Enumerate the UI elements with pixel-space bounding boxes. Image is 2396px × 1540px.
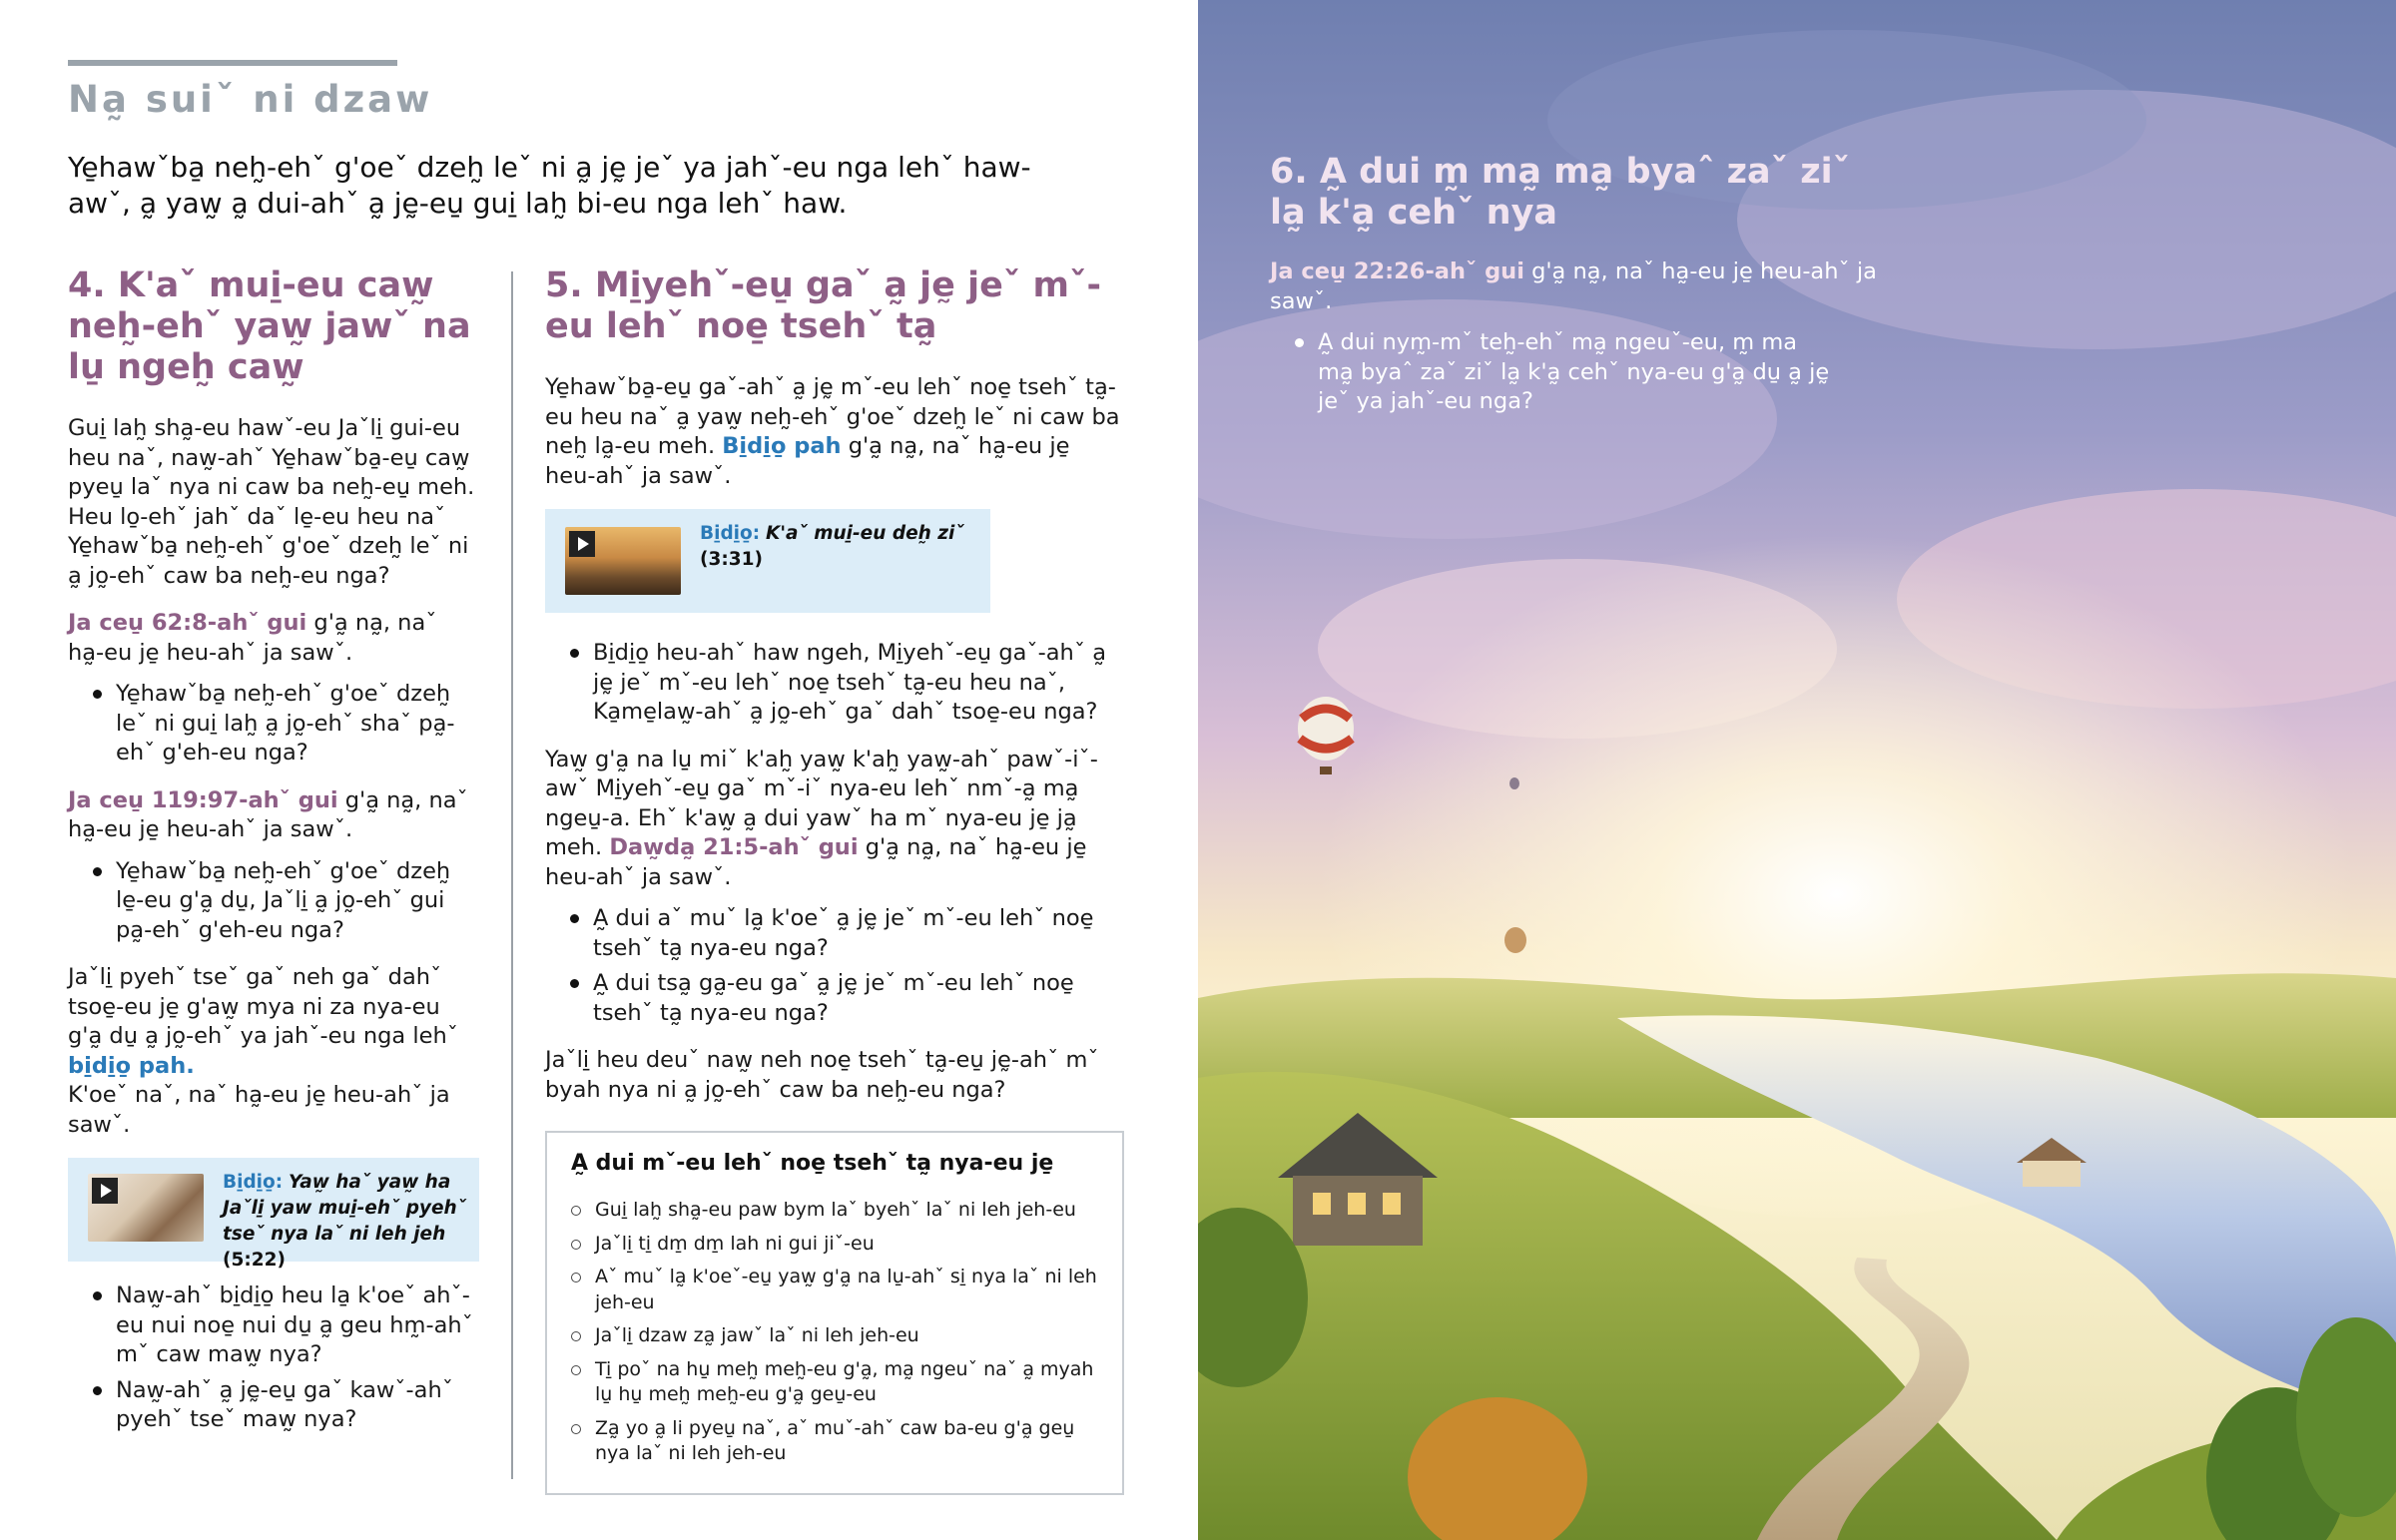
question-item: Ye̱hawˇba̱ neh̰-ehˇ g'oeˇ dzeh̰ le̱-eu g'a̰ du̱, Jaˇli̱ a̰ jo̰-ehˇ gui pa̰-ehˇ g'eh-eu nga? [116, 857, 479, 946]
video-duration: (3:31) [700, 549, 763, 570]
scripture-ref-link[interactable]: Ja ceu̱ 62:8-ahˇ gui [68, 610, 307, 636]
section-5-heading: 5. Mi̱yehˇ-eu̱ gaˇ a̰ jḛ jeˇ mˇ-eu lehˇ noe̱ tsehˇ ta̰ [545, 265, 1101, 346]
question-item: Ye̱hawˇba̱ neh̰-ehˇ g'oeˇ dzeh̰ leˇ ni gui̱ lah̰ a̰ jo̰-ehˇ shaˇ pa̰-ehˇ g'eh-eu nga? [116, 680, 479, 769]
section-4-reference-2 [68, 786, 479, 845]
section-6 [1270, 152, 1889, 435]
video-title[interactable]: Yaw̰ haˇ yaw̰ ha Jaˇli̱ yaw mui̱-ehˇ pyehˇ tseˇ nya laˇ ni leh jeh [223, 1172, 466, 1245]
intro-text: Ye̱hawˇba̱ neh̰-ehˇ g'oeˇ dzeh̰ leˇ ni a̰ jḛ jeˇ ya jahˇ-eu nga lehˇ haw-awˇ, a̰ yaw̰ a̰ dui-ahˇ a̰ jḛ-eu̱ gui̱ lah̰ bi-eu nga lehˇ haw. [68, 151, 1031, 220]
question-list [68, 1282, 479, 1435]
video-thumbnail[interactable] [88, 1174, 204, 1242]
summary-item: Gui̱ lah̰ sha̰-eu paw bym laˇ byehˇ laˇ ni leh jeh-eu [595, 1198, 1098, 1224]
reference-instruction: g'a̰ na̰, naˇ ha̰-eu je̱ heu-ahˇ ja sawˇ. [1270, 258, 1877, 314]
section-5-paragraph-3: Jaˇli̱ heu deuˇ naw̰ neh noe̱ tsehˇ ta̰-eu̱ jḛ-ahˇ mˇ byah nya ni a̰ jo̰-ehˇ caw ba neh̰-eu nga? [545, 1047, 1099, 1103]
section-5-paragraph-1 [545, 373, 1124, 491]
summary-item: Jaˇli̱ dzaw za̰ jawˇ laˇ ni leh jeh-eu [595, 1323, 1098, 1349]
video-thumbnail[interactable] [565, 527, 681, 595]
summary-list [571, 1198, 1098, 1467]
kicker-title: Na̰ suiˇ ni dzaw [68, 78, 433, 121]
reference-instruction: g'a̰ na̰, naˇ ha̰-eu je̱ heu-ahˇ ja sawˇ. [545, 834, 1087, 890]
summary-item: Jaˇli̱ ti̱ dm̱ dm̱ lah ni gui jiˇ-eu [595, 1232, 1098, 1258]
column-divider [511, 271, 513, 1479]
paragraph-text: Ye̱hawˇba̱-eu̱ gaˇ-ahˇ a̰ jḛ mˇ-eu lehˇ noe̱ tsehˇ ta̰-eu heu naˇ a̰ yaw̰ neh̰-ehˇ g'oeˇ dzeh̰ leˇ ni caw ba neh̰ la̰-eu meh. [545, 374, 1120, 459]
summary-title: A̰ dui mˇ-eu lehˇ noe̱ tsehˇ ta̰ nya-eu je̱ [571, 1151, 1054, 1176]
video-caption [223, 1170, 472, 1274]
paragraph-instruction: K'oeˇ naˇ, naˇ ha̰-eu je̱ heu-ahˇ ja sawˇ. [68, 1082, 450, 1138]
question-list [68, 857, 479, 946]
question-list [1270, 328, 1837, 417]
video-card[interactable] [545, 509, 990, 613]
section-6-heading: 6. A̰ dui m̰ ma̰ ma̰ byaˆ zaˇ ziˇ la̰ k'a̰ cehˇ nya [1270, 152, 1851, 233]
question-item: A̰ dui aˇ muˇ la̰ k'oeˇ a̰ jḛ jeˇ mˇ-eu lehˇ noe̱ tsehˇ ta̰ nya-eu nga? [593, 904, 1124, 963]
play-icon[interactable] [92, 1178, 118, 1204]
question-item: Naw̰-ahˇ a̰ jḛ-eu̱ gaˇ kawˇ-ahˇ pyehˇ tseˇ maw̰ nya? [116, 1376, 479, 1435]
section-5 [545, 265, 1124, 1495]
section-4-paragraph-2 [68, 963, 479, 1140]
summary-item: Za̰ yo a̰ li pyeu̱ naˇ, aˇ muˇ-ahˇ caw ba-eu g'a̰ geu̱ nya laˇ ni leh jeh-eu [595, 1416, 1098, 1467]
question-list [68, 680, 479, 769]
summary-item: Ti̱ poˇ na hu̱ meh̰ meh̰-eu g'a̰, ma̰ ngeuˇ naˇ a̰ myah lu̱ hu̱ meh̰ meh̰-eu g'a̰ geu̱-eu [595, 1357, 1098, 1408]
reference-instruction: g'a̰ na̰, naˇ ha̰-eu je̱ heu-ahˇ ja sawˇ. [545, 433, 1070, 489]
right-page-illustration [1198, 0, 2396, 1540]
video-label: Bi̱di̱o̱: [223, 1172, 284, 1193]
video-duration: (5:22) [223, 1250, 286, 1271]
section-4-heading: 4. K'aˇ mui̱-eu caw̰ neh̰-ehˇ yaw̰ jawˇ na lu̱ ngeh̰ caw̰ [68, 265, 471, 387]
question-item: A̰ dui nym̰-mˇ teh̰-ehˇ ma̰ ngeuˇ-eu, m̰ ma ma̰ byaˆ zaˇ ziˇ la̰ k'a̰ cehˇ nya-eu g'a̰ du̱ a̰ jḛ jeˇ ya jahˇ-eu nga? [1318, 328, 1837, 417]
section-6-reference [1270, 257, 1889, 316]
scripture-ref-link[interactable]: Ja ceu̱ 119:97-ahˇ gui [68, 786, 338, 813]
section-4-reference-1 [68, 609, 479, 668]
video-link[interactable]: bi̱di̱o̱ pah. [68, 1052, 195, 1079]
video-label: Bi̱di̱o̱: [700, 523, 761, 544]
question-list [545, 639, 1124, 728]
summary-item: Aˇ muˇ la̰ k'oeˇ-eu̱ yaw̰ g'a̰ na lu̱-ahˇ si̱ nya laˇ ni leh jeh-eu [595, 1265, 1098, 1315]
section-4 [68, 265, 479, 1453]
summary-box [545, 1131, 1124, 1495]
section-4-paragraph-1: Gui̱ lah̰ sha̰-eu hawˇ-eu Jaˇli̱ gui-eu heu naˇ, naw̰-ahˇ Ye̱hawˇba̱-eu̱ caw̰ pyeu̱ laˇ nya ni caw ba neh̰-eu̱ meh. Heu lo̱-ehˇ jahˇ daˇ le̱-eu heu naˇ Ye̱hawˇba̱ neh̰-ehˇ g'oeˇ dzeh̰ leˇ ni a̰ jo̰-ehˇ caw ba neh̰-eu nga? [68, 415, 475, 589]
question-list [545, 904, 1124, 1028]
scripture-ref-link[interactable]: Ja ceu̱ 22:26-ahˇ gui [1270, 258, 1524, 284]
video-card[interactable] [68, 1158, 479, 1271]
scripture-ref-link[interactable]: Daw̰da̰ 21:5-ahˇ gui [609, 834, 859, 860]
paragraph-text: Yaw̰ g'a̰ na lu̱ miˇ k'ah̰ yaw̰ k'ah̰ yaw̰-ahˇ pawˇ-iˇ-awˇ Mi̱yehˇ-eu̱ gaˇ mˇ-iˇ nya-eu lehˇ nmˇ-a̰ ma̰ ngeu̱-a. Ehˇ k'aw̰ a̰ dui yawˇ ha mˇ nya-eu je̱ ja̰ meh. [545, 746, 1098, 860]
play-icon[interactable] [569, 531, 595, 557]
reference-instruction: g'a̰ na̰, naˇ ha̰-eu je̱ heu-ahˇ ja sawˇ. [68, 786, 468, 842]
reference-instruction: g'a̰ na̰, naˇ ha̰-eu je̱ heu-ahˇ ja sawˇ. [68, 610, 437, 666]
section-5-paragraph-2 [545, 746, 1124, 893]
question-item: Naw̰-ahˇ bi̱di̱o̱ heu la̱ k'oeˇ ahˇ-eu nui noe̱ nui du̱ a̰ geu hm̰-ahˇ mˇ caw maw̰ nya? [116, 1282, 479, 1370]
video-caption [700, 521, 979, 573]
video-link[interactable]: Bi̱di̱o̱ pah [722, 433, 842, 459]
video-title[interactable]: K'aˇ mui̱-eu deh̰ ziˇ [766, 523, 964, 544]
question-item: Bi̱di̱o̱ heu-ahˇ haw ngeh, Mi̱yehˇ-eu̱ gaˇ-ahˇ a̰ jḛ jeˇ mˇ-eu lehˇ noe̱ tsehˇ ta̰-eu heu naˇ, Ka̱me̱law̰-ahˇ a̰ jo̰-ehˇ gaˇ dahˇ tsoe̱-eu nga? [593, 639, 1124, 728]
header-rule [68, 60, 397, 66]
paragraph-text: Jaˇli̱ pyehˇ tseˇ gaˇ neh gaˇ dahˇ tsoe̱-eu je̱ g'aw̰ mya ni za nya-eu g'a̰ du̱ a̰ jo̰-ehˇ ya jahˇ-eu nga lehˇ [68, 964, 458, 1049]
question-item: A̰ dui tsa̰ ga̰-eu gaˇ a̰ jḛ jeˇ mˇ-eu lehˇ noe̱ tsehˇ ta̰ nya-eu nga? [593, 969, 1124, 1028]
